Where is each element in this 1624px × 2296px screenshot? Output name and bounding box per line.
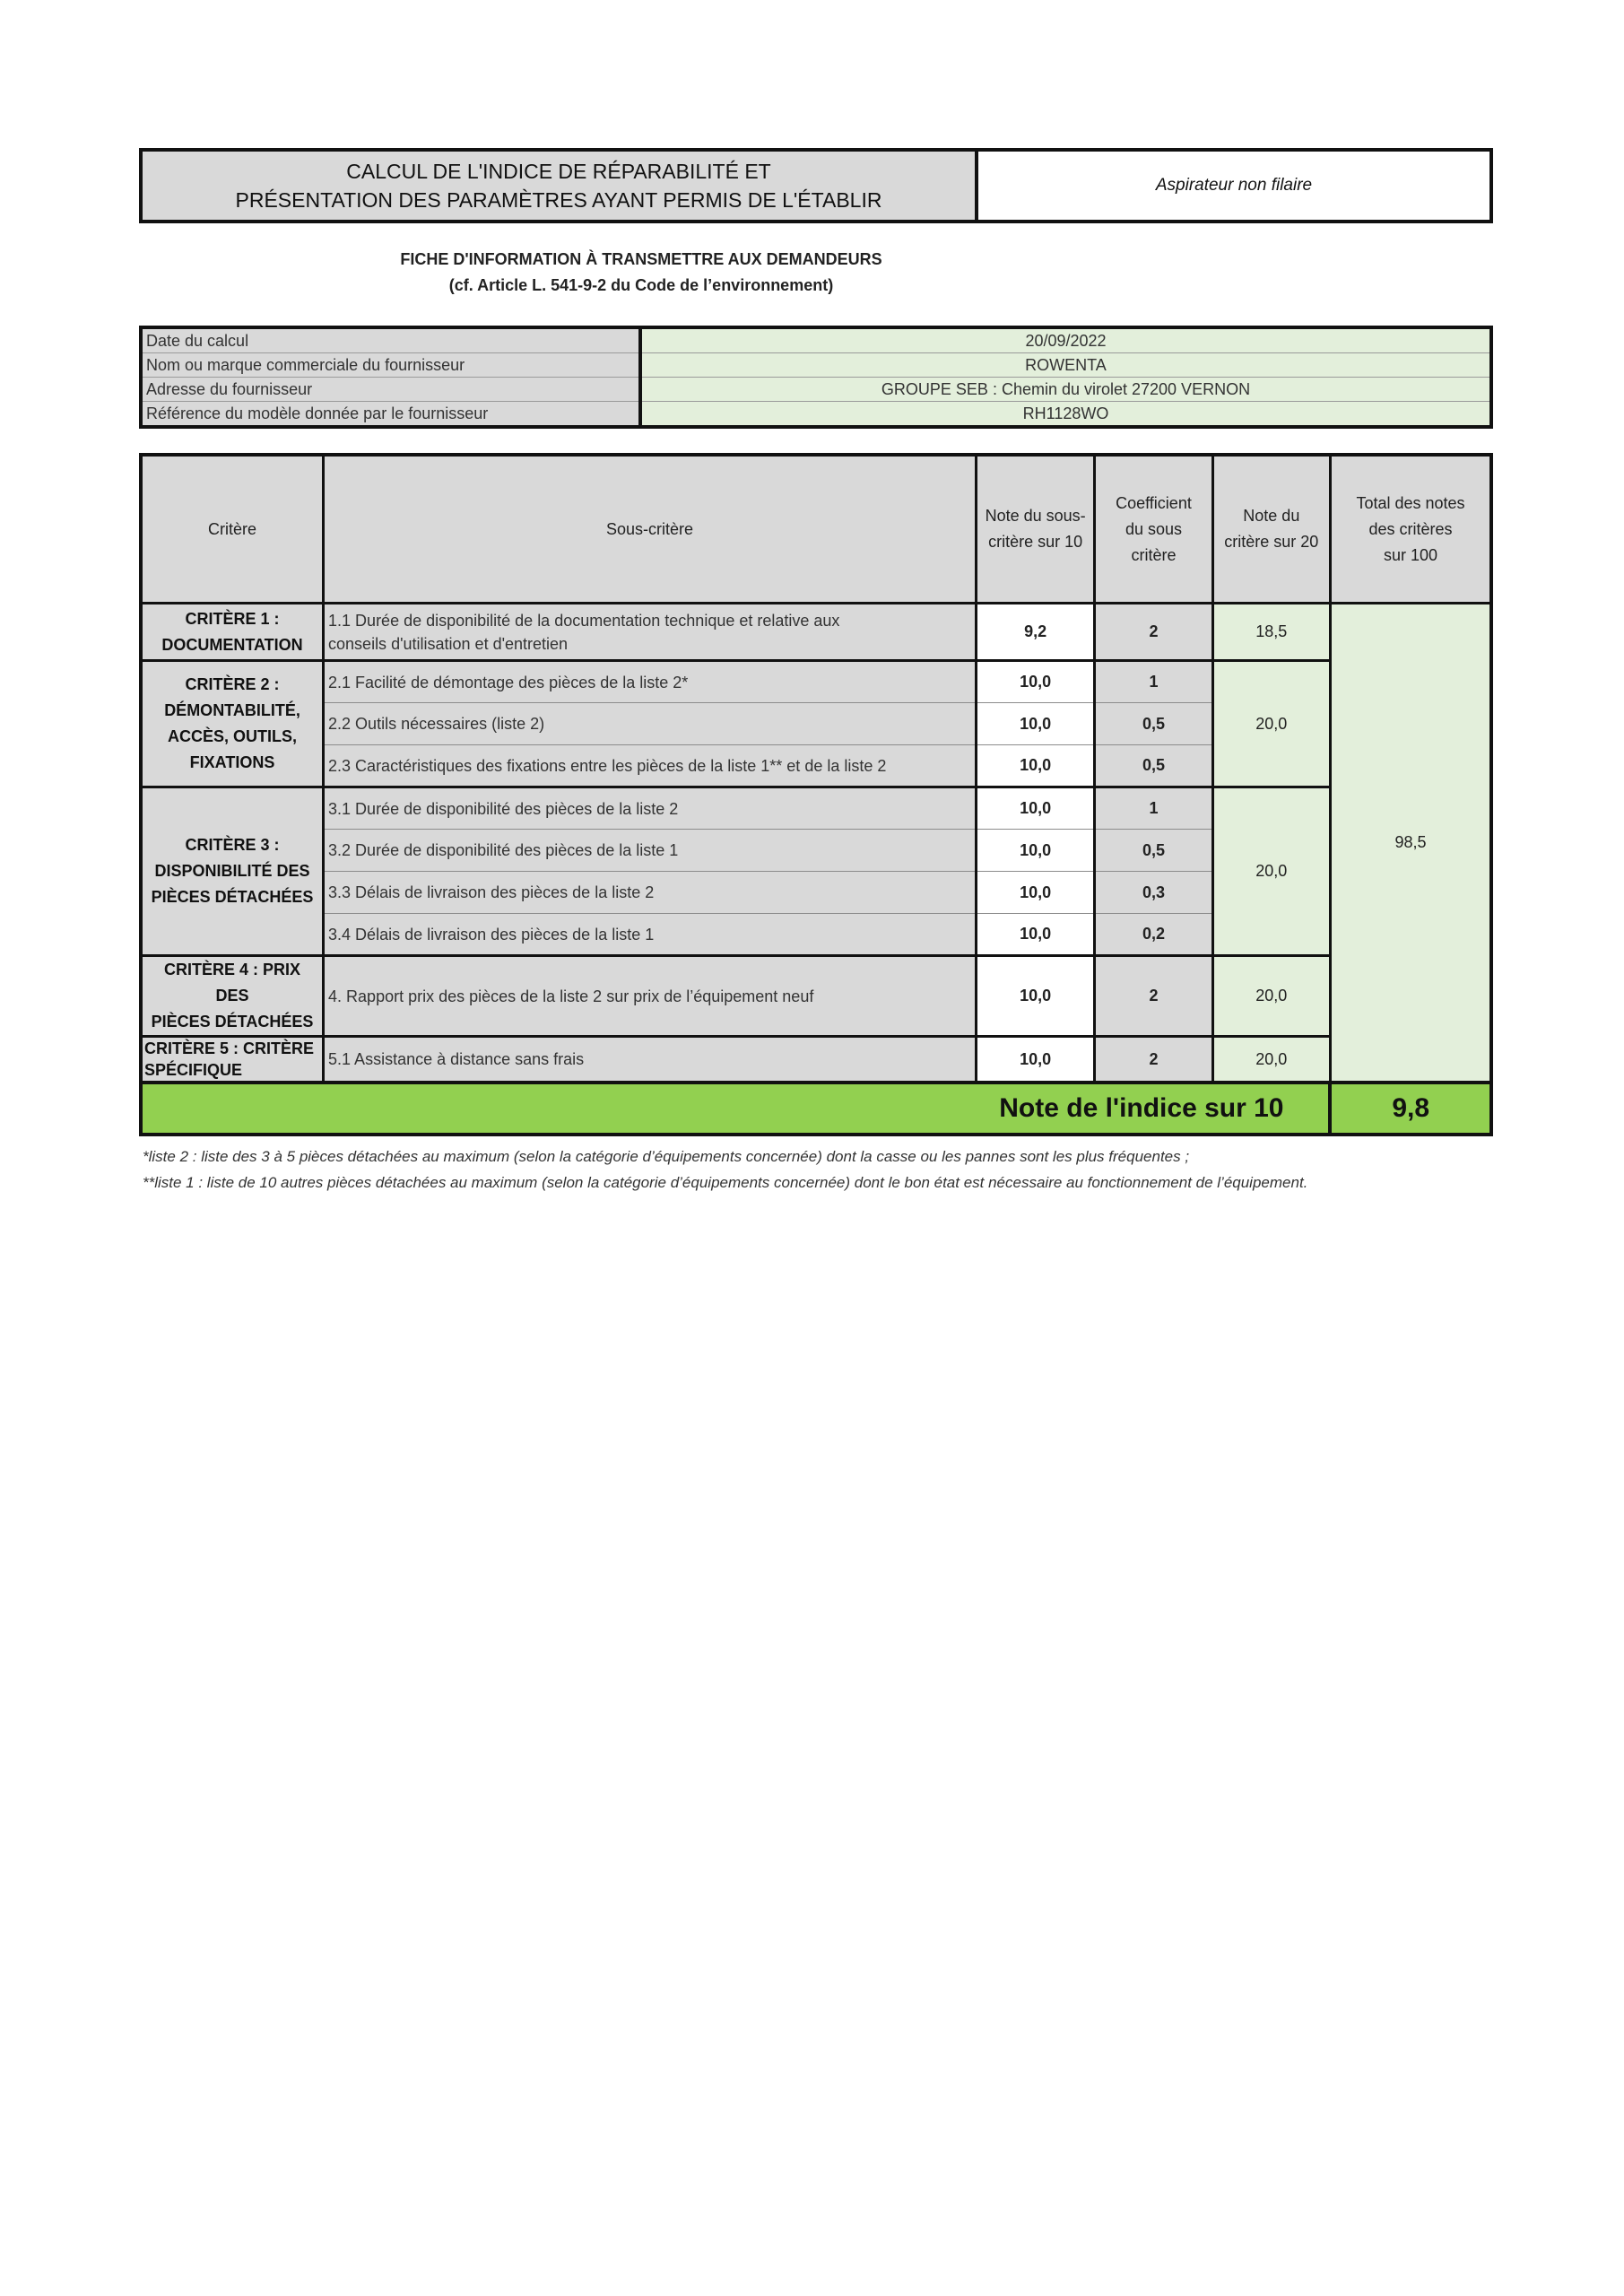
subcriterion-note: 10,0 [976, 1037, 1094, 1083]
info-value: ROWENTA [640, 353, 1491, 378]
subcriterion-coefficient: 1 [1095, 661, 1212, 703]
table-row [141, 1037, 1491, 1083]
header-note-critere [1212, 455, 1330, 604]
subcriterion-label: 4. Rapport prix des pièces de la liste 2 sur prix de l’équipement neuf [324, 956, 977, 1037]
subcriterion-label [324, 604, 977, 661]
header-line: critère sur 10 [988, 533, 1083, 551]
title-line-2: PRÉSENTATION DES PARAMÈTRES AYANT PERMIS DE L'ÉTABLIR [235, 188, 882, 212]
subcriterion-note: 10,0 [976, 872, 1094, 914]
subcriterion-coefficient: 2 [1095, 604, 1212, 661]
criterion-5-note: 20,0 [1212, 1037, 1330, 1083]
subcriterion-label: 3.2 Durée de disponibilité des pièces de la liste 1 [324, 830, 977, 872]
final-index-value: 9,8 [1330, 1083, 1491, 1135]
supplier-info-table [139, 326, 1493, 429]
criterion-line: DOCUMENTATION [161, 635, 303, 654]
criterion-4-note: 20,0 [1212, 956, 1330, 1037]
table-row [141, 604, 1491, 661]
criterion-2-note: 20,0 [1212, 661, 1330, 787]
criterion-line: DISPONIBILITÉ DES [154, 862, 310, 880]
subcriterion-coefficient: 2 [1095, 956, 1212, 1037]
document-title [141, 150, 977, 222]
header-sous-critere: Sous-critère [324, 455, 977, 604]
header-line: Total des notes [1356, 493, 1465, 512]
header-table [139, 148, 1493, 223]
footnote-list-1: **liste 1 : liste de 10 autres pièces détachées au maximum (selon la catégorie d’équipements concernée) dont le bon état est nécessaire au fonctionnement de l’équipement. [143, 1174, 1308, 1191]
info-value: 20/09/2022 [640, 327, 1491, 353]
header-critere: Critère [141, 455, 324, 604]
subcriterion-label: 5.1 Assistance à distance sans frais [324, 1037, 977, 1083]
header-line: des critères [1368, 519, 1453, 538]
table-row [141, 661, 1491, 703]
subtitle [139, 247, 1143, 299]
final-index-label: Note de l'indice sur 10 [141, 1083, 1330, 1135]
subcriterion-coefficient: 0,5 [1095, 745, 1212, 787]
subcriterion-coefficient: 2 [1095, 1037, 1212, 1083]
info-value: RH1128WO [640, 402, 1491, 428]
subcriterion-label: 3.1 Durée de disponibilité des pièces de la liste 2 [324, 787, 977, 830]
subcriterion-note: 10,0 [976, 661, 1094, 703]
criterion-line: CRITÈRE 5 : CRITÈRE [144, 1039, 315, 1057]
footnotes [139, 1144, 1497, 1196]
header-total [1330, 455, 1491, 604]
subcriterion-coefficient: 0,5 [1095, 703, 1212, 745]
subcriterion-note: 10,0 [976, 703, 1094, 745]
header-line: critère sur 20 [1224, 533, 1319, 551]
header-coefficient [1095, 455, 1212, 604]
subcriterion-coefficient: 0,5 [1095, 830, 1212, 872]
header-note-sous-critere [976, 455, 1094, 604]
subcriterion-coefficient: 0,3 [1095, 872, 1212, 914]
info-label: Adresse du fournisseur [141, 378, 640, 402]
info-row [141, 402, 1491, 428]
subcriterion-label: 2.2 Outils nécessaires (liste 2) [324, 703, 977, 745]
criterion-3-label [141, 787, 324, 956]
criterion-1-note: 18,5 [1212, 604, 1330, 661]
criterion-line: CRITÈRE 1 : [185, 609, 280, 628]
subcriterion-note: 10,0 [976, 956, 1094, 1037]
title-line-1: CALCUL DE L'INDICE DE RÉPARABILITÉ ET [346, 160, 771, 183]
subcriterion-note: 10,0 [976, 914, 1094, 956]
table-row [141, 787, 1491, 830]
header-line: Note du sous- [985, 507, 1086, 525]
criterion-line: ACCÈS, OUTILS, [168, 727, 298, 745]
subcriterion-coefficient: 0,2 [1095, 914, 1212, 956]
criterion-line: CRITÈRE 2 : [185, 675, 280, 693]
subcriterion-note: 10,0 [976, 745, 1094, 787]
final-index-row [141, 1083, 1491, 1135]
footnote-list-2: *liste 2 : liste des 3 à 5 pièces détachées au maximum (selon la catégorie d’équipements concernée) dont la casse ou les pannes sont les plus fréquentes ; [143, 1148, 1190, 1165]
subtitle-line-1: FICHE D'INFORMATION À TRANSMETTRE AUX DEMANDEURS [400, 250, 882, 268]
criterion-3-note: 20,0 [1212, 787, 1330, 956]
subcriterion-note: 9,2 [976, 604, 1094, 661]
table-header-row [141, 455, 1491, 604]
total-score: 98,5 [1330, 604, 1491, 1083]
subcriterion-note: 10,0 [976, 787, 1094, 830]
criterion-line: CRITÈRE 4 : PRIX DES [164, 961, 301, 1004]
criterion-line: SPÉCIFIQUE [144, 1061, 243, 1079]
info-row [141, 353, 1491, 378]
info-row [141, 378, 1491, 402]
criterion-line: PIÈCES DÉTACHÉES [151, 1013, 314, 1031]
criterion-line: DÉMONTABILITÉ, [164, 701, 300, 719]
subcriterion-label: 2.1 Facilité de démontage des pièces de la liste 2* [324, 661, 977, 703]
criterion-5-label [141, 1037, 324, 1083]
criterion-4-label [141, 956, 324, 1037]
subcriterion-label: 3.3 Délais de livraison des pièces de la liste 2 [324, 872, 977, 914]
header-line: Note du [1243, 507, 1300, 525]
criterion-1-label [141, 604, 324, 661]
subcriterion-note: 10,0 [976, 830, 1094, 872]
subcriterion-label: 2.3 Caractéristiques des fixations entre les pièces de la liste 1** et de la liste 2 [324, 745, 977, 787]
info-label: Date du calcul [141, 327, 640, 353]
info-value: GROUPE SEB : Chemin du virolet 27200 VERNON [640, 378, 1491, 402]
header-line: sur 100 [1383, 545, 1438, 564]
info-row [141, 327, 1491, 353]
subtitle-line-2: (cf. Article L. 541-9-2 du Code de l’environnement) [448, 276, 834, 294]
criteria-table [139, 453, 1493, 1136]
criterion-line: PIÈCES DÉTACHÉES [151, 888, 314, 906]
header-line: Coefficient [1116, 493, 1192, 512]
subcriterion-coefficient: 1 [1095, 787, 1212, 830]
product-type: Aspirateur non filaire [977, 150, 1491, 222]
criterion-line: CRITÈRE 3 : [185, 836, 280, 854]
info-label: Nom ou marque commerciale du fournisseur [141, 353, 640, 378]
criterion-line: FIXATIONS [189, 753, 275, 771]
header-line: critère [1131, 545, 1177, 564]
subcriterion-line: conseils d'utilisation et d'entretien [328, 634, 569, 653]
table-row [141, 956, 1491, 1037]
header-line: du sous [1125, 519, 1182, 538]
repairability-sheet [139, 148, 1493, 1196]
subcriterion-label: 3.4 Délais de livraison des pièces de la liste 1 [324, 914, 977, 956]
info-label: Référence du modèle donnée par le fournisseur [141, 402, 640, 428]
criterion-2-label [141, 661, 324, 787]
subcriterion-line: 1.1 Durée de disponibilité de la documentation technique et relative aux [328, 611, 840, 630]
